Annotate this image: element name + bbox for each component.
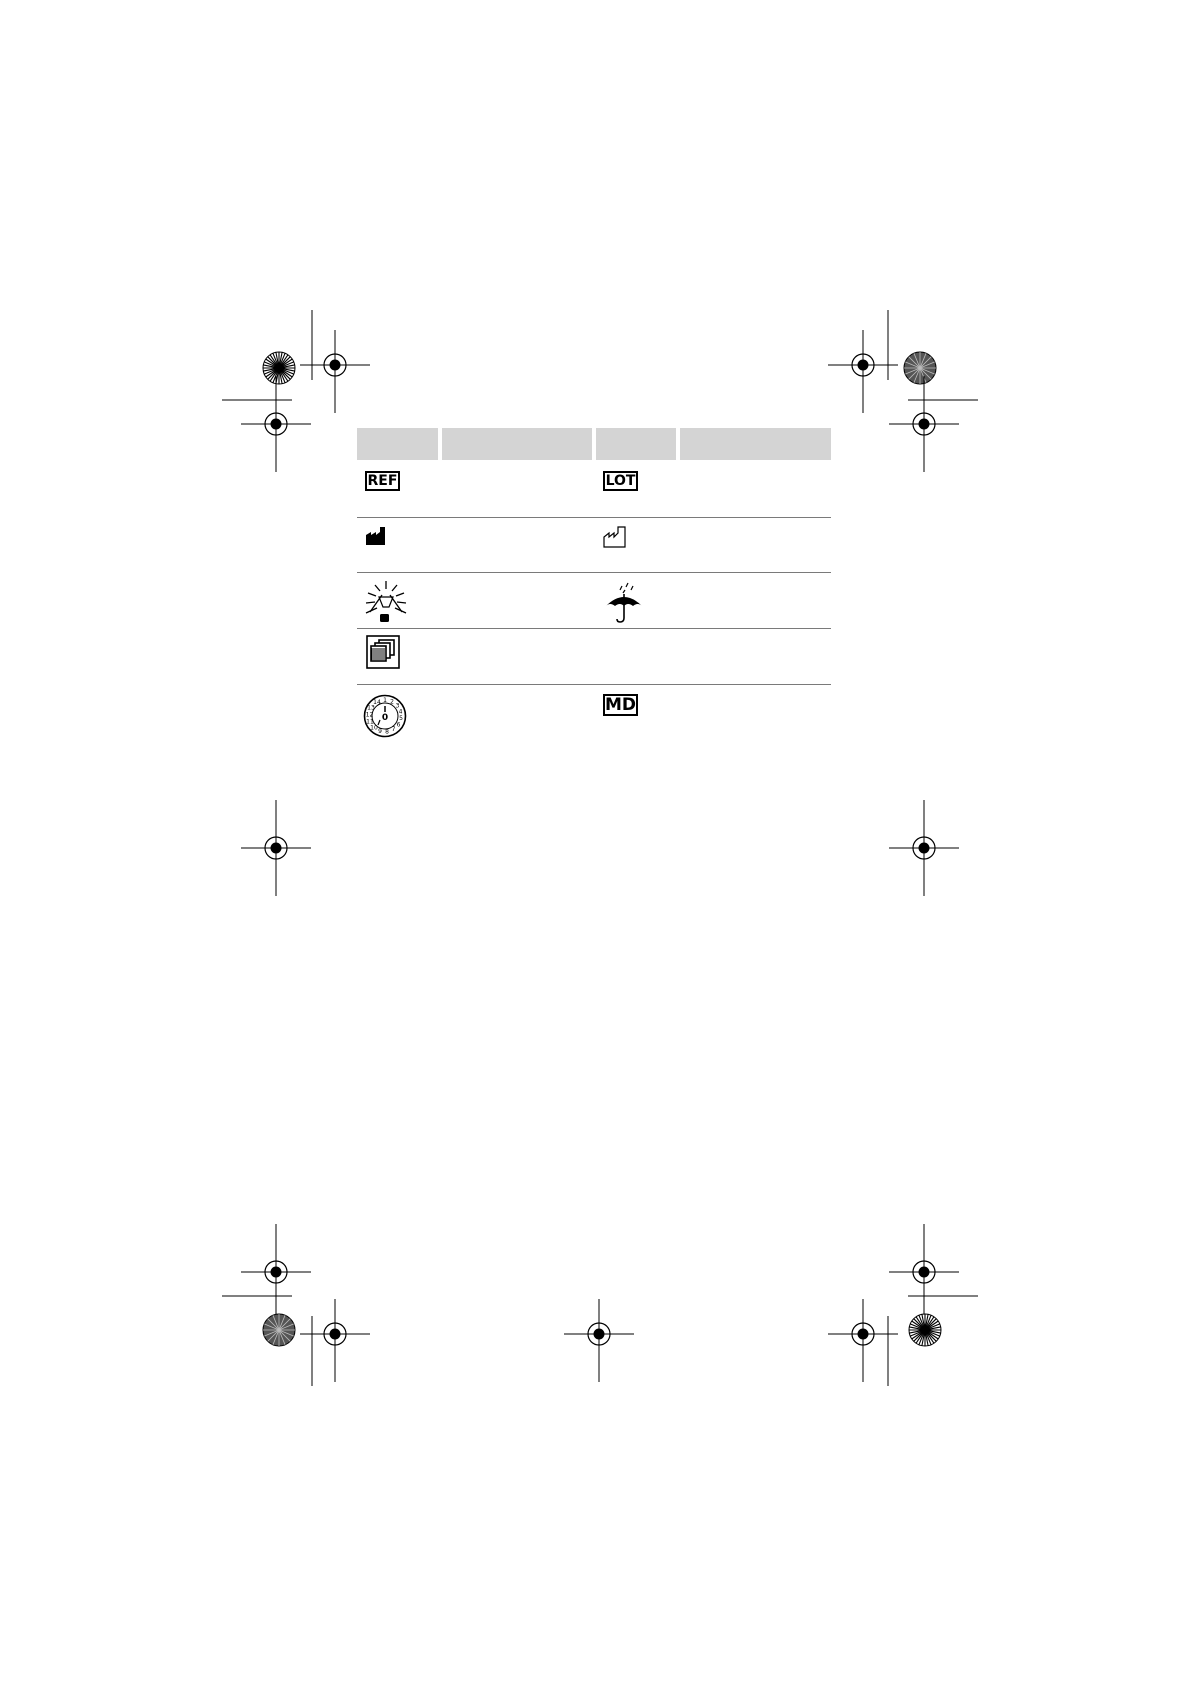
svg-text:10: 10 — [370, 724, 378, 732]
row-divider — [357, 517, 831, 518]
svg-text:4: 4 — [398, 708, 403, 716]
svg-text:11: 11 — [366, 718, 374, 726]
row-divider — [357, 684, 831, 685]
date-dial-icon — [363, 694, 407, 738]
table-header-cell-3 — [596, 428, 676, 460]
table-header-cell-1 — [357, 428, 438, 460]
table-header-cell-4 — [680, 428, 831, 460]
row-divider — [357, 572, 831, 573]
svg-text:8: 8 — [385, 728, 389, 736]
lot-batch-icon: LOT — [603, 471, 638, 491]
svg-text:14: 14 — [373, 699, 381, 706]
svg-text:13: 13 — [367, 704, 375, 712]
manufacturer-icon — [365, 526, 389, 546]
svg-text:1: 1 — [383, 697, 387, 704]
keep-dry-icon — [604, 580, 644, 624]
svg-text:2: 2 — [390, 698, 394, 706]
svg-text:5: 5 — [399, 715, 403, 722]
svg-text:3: 3 — [395, 702, 400, 710]
svg-text:12: 12 — [365, 711, 374, 719]
row-divider — [357, 628, 831, 629]
svg-text:0: 0 — [381, 713, 389, 723]
svg-text:9: 9 — [378, 728, 382, 735]
medical-device-icon: MD — [605, 695, 637, 715]
ref-catalogue-icon: REF — [365, 471, 400, 491]
svg-text:7: 7 — [391, 726, 396, 733]
multiple-packaging-icon — [366, 635, 400, 669]
svg-text:6: 6 — [396, 721, 401, 729]
date-of-manufacture-icon — [603, 526, 629, 548]
keep-away-from-sunlight-icon — [362, 580, 410, 624]
table-header-cell-2 — [442, 428, 592, 460]
